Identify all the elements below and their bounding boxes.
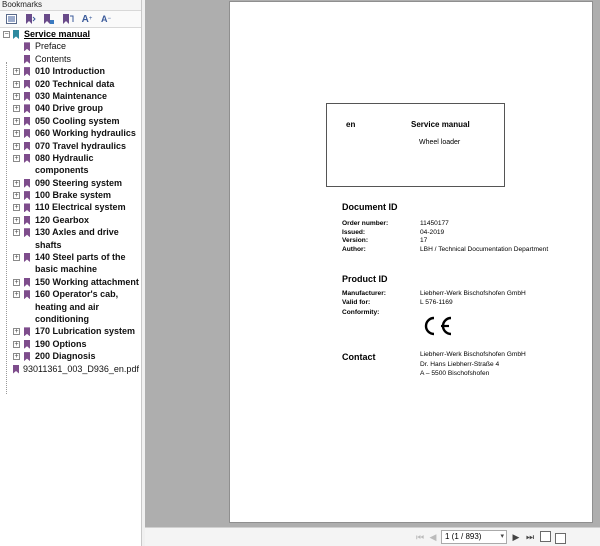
page-number-value: 1 (1 / 893)	[445, 532, 482, 541]
expand-toggle[interactable]: +	[14, 353, 19, 361]
bookmark-icon	[24, 191, 30, 200]
contact-line: Dr. Hans Liebherr-Straße 4	[420, 360, 500, 368]
bookmark-icon	[24, 327, 30, 336]
expand-toggle[interactable]: +	[14, 92, 19, 100]
font-smaller-icon[interactable]: A −	[100, 14, 111, 24]
field-value: L 576-1169	[420, 299, 453, 307]
bookmark-label: 140 Steel parts of the	[35, 252, 126, 263]
bookmark-item-continued[interactable]	[0, 263, 141, 275]
language-code: en	[346, 120, 356, 129]
bookmark-icon	[24, 117, 30, 126]
document-title: Service manual	[411, 120, 470, 129]
bookmark-label: Preface	[35, 41, 67, 52]
field-label: Version:	[342, 237, 369, 245]
bookmark-icon	[24, 352, 30, 361]
bookmark-item[interactable]	[0, 338, 141, 350]
expand-toggle[interactable]: +	[14, 68, 19, 76]
bookmark-tree	[0, 28, 141, 375]
bookmark-label: 080 Hydraulic	[35, 152, 94, 163]
bookmark-item[interactable]	[0, 325, 141, 337]
document-id-heading: Document ID	[342, 202, 398, 212]
expand-toggle[interactable]: +	[14, 278, 19, 286]
field-label: Issued:	[342, 228, 366, 236]
ce-mark-icon	[420, 316, 456, 336]
bookmark-label: conditioning	[35, 313, 89, 324]
bookmark-label: 090 Steering system	[35, 177, 123, 188]
title-box	[326, 103, 505, 187]
expand-toggle[interactable]: +	[14, 254, 19, 262]
bookmark-item[interactable]	[0, 127, 141, 139]
bookmark-icon	[24, 55, 30, 64]
bookmark-icon	[24, 228, 30, 237]
font-larger-icon[interactable]: A +	[81, 13, 93, 25]
bookmark-label: 150 Working attachment	[35, 276, 139, 287]
field-value: 04-2019	[420, 228, 445, 236]
bookmark-icon	[24, 340, 30, 349]
previous-page-icon[interactable]: ◀	[429, 532, 437, 542]
bookmark-label: 030 Maintenance	[35, 90, 108, 101]
bookmark-label: 200 Diagnosis	[35, 351, 96, 362]
pdf-page	[230, 2, 592, 522]
expand-toggle[interactable]: +	[14, 204, 19, 212]
bookmark-icon	[24, 253, 30, 262]
bookmark-label: 130 Axles and drive	[35, 227, 119, 238]
expand-toggle[interactable]: +	[14, 179, 19, 187]
bookmark-icon	[24, 203, 30, 212]
bookmark-label: 060 Working hydraulics	[35, 128, 136, 139]
bookmark-icon	[24, 154, 30, 163]
expand-toggle[interactable]: +	[14, 192, 19, 200]
two-page-view-icon[interactable]	[555, 533, 566, 544]
bookmark-item[interactable]	[0, 102, 141, 114]
expand-toggle[interactable]: +	[14, 328, 19, 336]
bookmark-icon	[24, 129, 30, 138]
bookmark-label: 160 Operator's cab,	[35, 289, 119, 300]
expand-toggle[interactable]: +	[14, 340, 19, 348]
bookmark-label: 110 Electrical system	[35, 202, 126, 213]
bookmark-child-icon[interactable]	[61, 13, 75, 26]
expand-toggle[interactable]: +	[14, 154, 19, 162]
bookmark-icon	[24, 216, 30, 225]
field-label: Conformity:	[342, 308, 380, 316]
first-page-icon[interactable]: ⏮	[415, 532, 425, 542]
bookmark-item-continued[interactable]	[0, 301, 141, 313]
expand-toggle[interactable]: +	[14, 105, 19, 113]
bookmark-icon	[24, 290, 30, 299]
bookmark-label: basic machine	[35, 264, 98, 275]
bookmark-item[interactable]	[0, 189, 141, 201]
bookmark-label: 020 Technical data	[35, 78, 115, 89]
single-page-view-icon[interactable]	[540, 531, 551, 542]
bookmark-item[interactable]	[0, 350, 141, 362]
bookmark-item[interactable]	[0, 90, 141, 102]
bookmark-label: 050 Cooling system	[35, 115, 120, 126]
bookmark-item-continued[interactable]	[0, 164, 141, 176]
bookmark-label: shafts	[35, 239, 62, 250]
bookmark-item[interactable]	[0, 140, 141, 152]
field-value: LBH / Technical Documentation Department	[420, 245, 549, 253]
expand-toggle[interactable]: +	[14, 229, 19, 237]
expand-bookmark-icon[interactable]	[23, 13, 37, 26]
page-number-field[interactable]	[441, 530, 507, 544]
collapse-toggle[interactable]: −	[4, 31, 9, 38]
expand-toggle[interactable]: +	[14, 291, 19, 299]
field-value: Liebherr-Werk Bischofshofen GmbH	[420, 290, 526, 297]
next-page-icon[interactable]: ▶	[512, 532, 520, 542]
bookmark-item[interactable]	[0, 214, 141, 226]
page-dropdown-icon[interactable]: ▾	[500, 533, 504, 540]
bookmark-item[interactable]	[0, 226, 141, 238]
bookmark-item[interactable]	[0, 152, 141, 164]
contact-heading: Contact	[342, 352, 376, 362]
bookmark-item[interactable]	[0, 251, 141, 263]
field-label: Valid for:	[342, 299, 371, 307]
bookmark-item-continued[interactable]	[0, 239, 141, 251]
panel-title: Bookmarks	[0, 0, 141, 11]
bookmark-label: 120 Gearbox	[35, 214, 90, 225]
list-options-icon[interactable]	[4, 13, 18, 26]
bookmark-icon	[24, 92, 30, 101]
bookmarks-panel	[0, 0, 142, 546]
expand-toggle[interactable]: +	[14, 117, 19, 125]
page-navigation-bar	[145, 527, 600, 546]
bookmark-label: 040 Drive group	[35, 103, 104, 114]
bookmark-item-continued[interactable]	[0, 313, 141, 325]
bookmark-icon	[24, 142, 30, 151]
bookmark-item[interactable]	[0, 288, 141, 300]
bookmark-item[interactable]	[0, 115, 141, 127]
bookmark-label: 100 Brake system	[35, 190, 112, 201]
bookmark-file[interactable]	[0, 363, 141, 375]
expand-toggle[interactable]: +	[14, 80, 19, 88]
bookmark-icon	[24, 278, 30, 287]
bookmark-label: 190 Options	[35, 338, 87, 349]
product-id-heading: Product ID	[342, 274, 388, 284]
field-value: 11450177	[420, 220, 449, 227]
bookmark-item[interactable]	[0, 177, 141, 189]
bookmark-item[interactable]	[0, 65, 141, 77]
bookmark-label: components	[35, 165, 89, 176]
document-viewer[interactable]	[145, 0, 600, 527]
bookmarks-toolbar	[0, 11, 141, 28]
field-label: Manufacturer:	[342, 290, 386, 297]
bookmark-icon[interactable]	[42, 13, 56, 26]
bookmark-label: 93011361_003_D936_en.pdf	[23, 363, 139, 374]
bookmark-root[interactable]	[0, 28, 141, 40]
contact-line: Liebherr-Werk Bischofshofen GmbH	[420, 351, 526, 358]
bookmark-icon	[24, 67, 30, 76]
field-label: Author:	[342, 245, 366, 253]
bookmark-item[interactable]	[0, 276, 141, 288]
bookmark-label: 010 Introduction	[35, 66, 106, 77]
bookmark-label: Service manual	[24, 29, 91, 39]
bookmark-item[interactable]	[0, 201, 141, 213]
bookmark-icon	[24, 42, 30, 51]
field-value: 17	[420, 237, 428, 245]
bookmark-icon	[24, 80, 30, 89]
expand-toggle[interactable]: +	[14, 130, 19, 138]
bookmark-icon	[24, 104, 30, 113]
contact-line: A – 5500 Bischofshofen	[420, 370, 490, 378]
bookmark-icon	[13, 30, 19, 39]
bookmark-label: Contents	[35, 53, 72, 64]
bookmark-item[interactable]	[0, 53, 141, 65]
bookmark-item[interactable]	[0, 78, 141, 90]
bookmark-icon	[24, 179, 30, 188]
document-subtitle: Wheel loader	[419, 139, 461, 146]
bookmark-label: heating and air	[35, 301, 100, 312]
expand-toggle[interactable]: +	[14, 216, 19, 224]
field-label: Order number:	[342, 220, 389, 227]
last-page-icon[interactable]: ⏭	[525, 532, 535, 542]
expand-toggle[interactable]: +	[14, 142, 19, 150]
bookmark-item[interactable]	[0, 40, 141, 52]
bookmark-icon	[13, 365, 19, 374]
bookmark-label: 170 Lubrication system	[35, 326, 136, 337]
bookmark-label: 070 Travel hydraulics	[35, 140, 127, 151]
